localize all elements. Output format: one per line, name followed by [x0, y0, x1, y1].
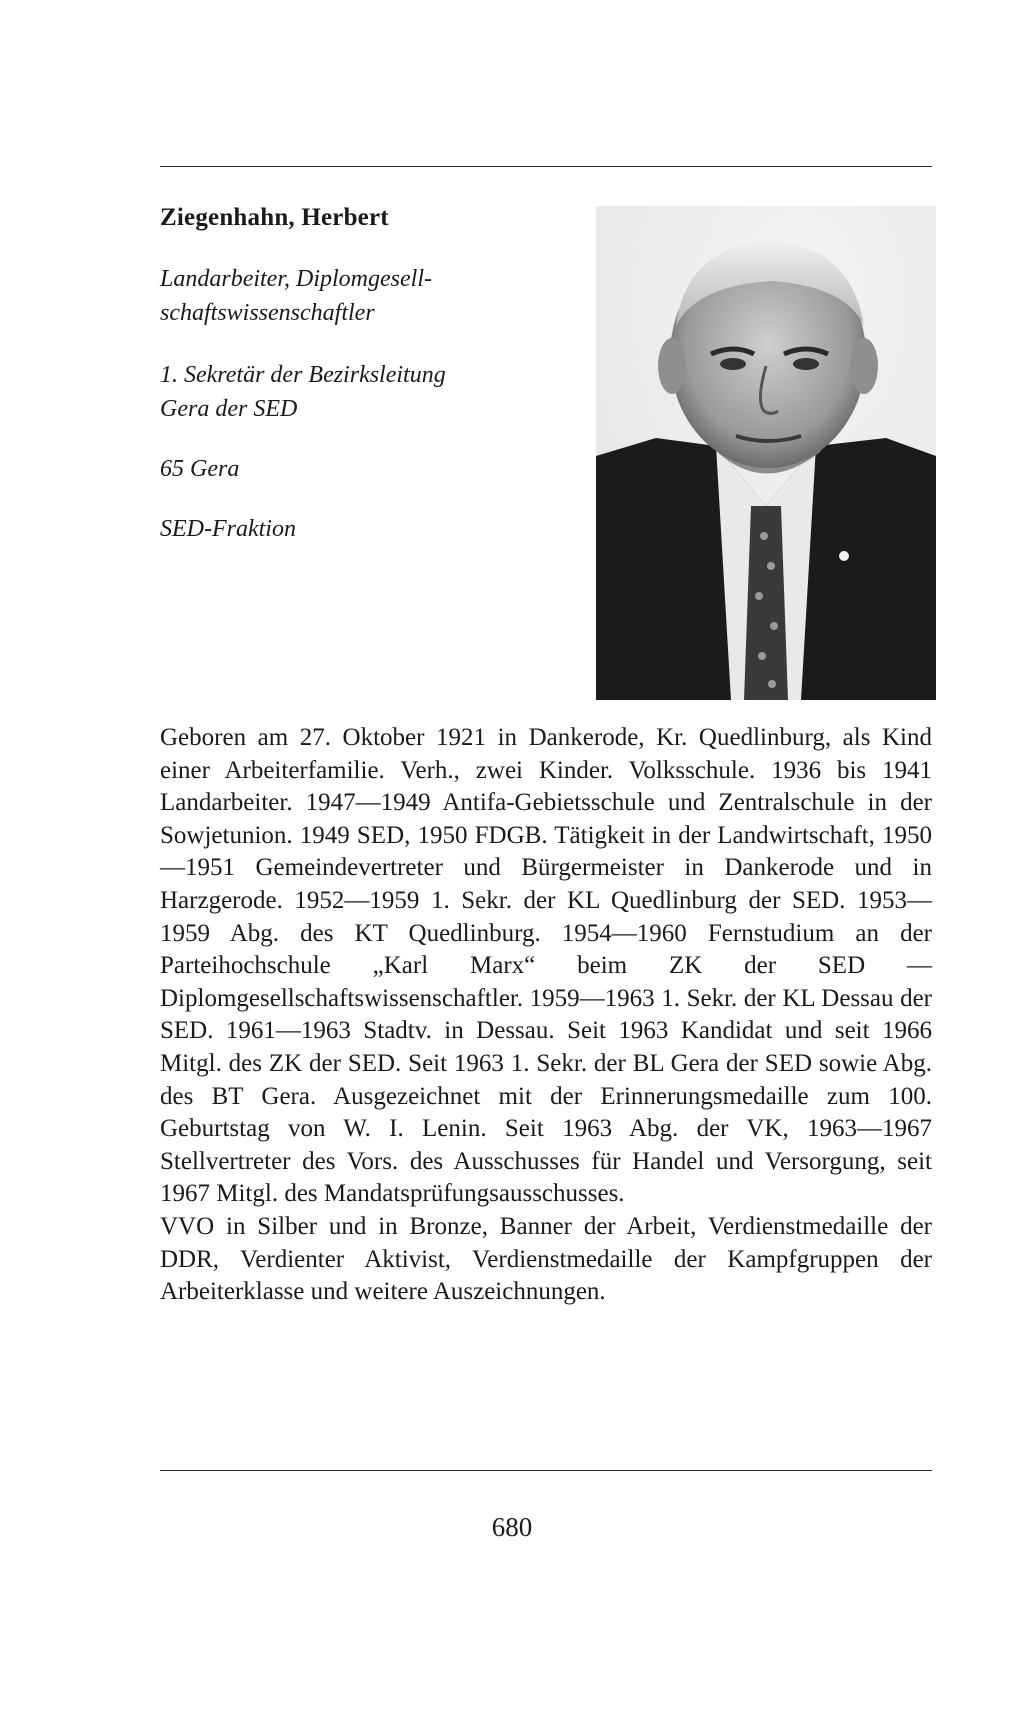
entry-function: 1. Sekretär der Bezirksleitung Gera der SED [160, 362, 446, 422]
entry-name: Ziegenhahn, Herbert [160, 204, 389, 231]
entry-address: 65 Gera [160, 456, 240, 482]
biography [160, 722, 932, 1309]
portrait-photo [596, 206, 936, 700]
page-number: 680 [491, 1512, 533, 1542]
biography-paragraph: VVO in Silber und in Bronze, Banner der Arbeit, Verdienstmedaille der DDR, Verdienter Aktivist, Verdienstmedaille der Kampfgruppen der Arbeiterklasse und weitere Auszeichnungen. [160, 1212, 932, 1306]
entry-faction: SED-Fraktion [160, 516, 296, 542]
entry-profession: Landarbeiter, Diplomgesell- schaftswissenschaftler [160, 266, 432, 326]
top-rule [160, 166, 932, 167]
biography-paragraph: Geboren am 27. Oktober 1921 in Dankerode, Kr. Quedlinburg, als Kind einer Arbeiterfamilie. Verh., zwei Kinder. Volksschule. 1936 bis 1941 Landarbeiter. 1947—1949 Antifa-Gebietsschule und Zentralschule in der Sowjetunion. 1949 SED, 1950 FDGB. Tätigkeit in der Landwirtschaft, 1950—1951 Gemeindevertreter und Bürgermeister in Dankerode und in Harzgerode. 1952—1959 1. Sekr. der KL Quedlinburg der SED. 1953—1959 Abg. des KT Quedlinburg. 1954—1960 Fernstudium an der Parteihochschule „Karl Marx“ beim ZK der SED — Diplomgesellschaftswissenschaftler. 1959—1963 1. Sekr. der KL Dessau der SED. 1961—1963 Stadtv. in Dessau. Seit 1963 Kandidat und seit 1966 Mitgl. des ZK der SED. Seit 1963 1. Sekr. der BL Gera der SED sowie Abg. des BT Gera. Ausgezeichnet mit der Erinnerungsmedaille zum 100. Geburtstag von W. I. Lenin. Seit 1963 Abg. der VK, 1963—1967 Stellvertreter des Vors. des Ausschusses für Handel und Versorgung, seit 1967 Mitgl. des Mandatsprüfungsausschusses. [160, 724, 932, 1208]
bottom-rule [160, 1470, 932, 1471]
